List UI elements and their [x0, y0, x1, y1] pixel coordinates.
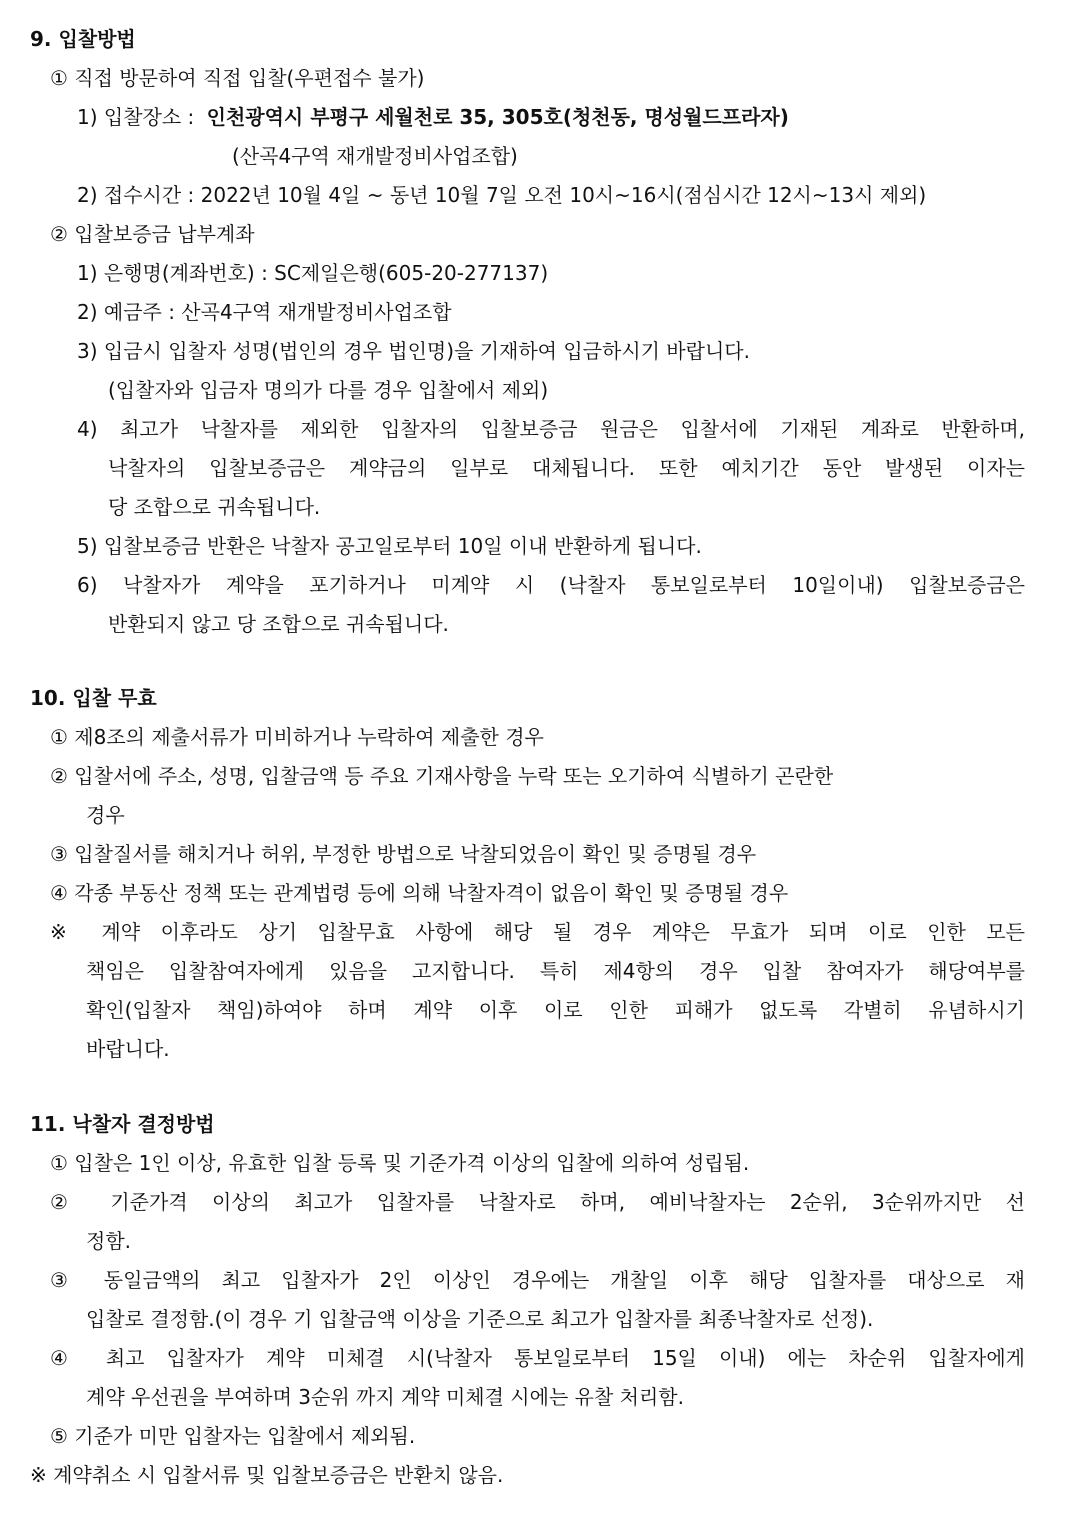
s11-item-2-line-2: 정함. — [86, 1229, 131, 1253]
section-10-heading: 10. 입찰 무효 — [30, 686, 157, 710]
s9-item-1: ① 직접 방문하여 직접 입찰(우편접수 불가) — [50, 66, 425, 90]
s9-reception-time: 2) 접수시간 : 2022년 10월 4일 ~ 동년 10월 7일 오전 10시~16시(점심시간 12시~13시 제외) — [77, 183, 927, 207]
s11-item-3-line-2: 입찰로 결정함.(이 경우 기 입찰금액 이상을 기준으로 최고가 입찰자를 최종낙찰자로 선정). — [86, 1307, 874, 1331]
s9-bid-place — [77, 98, 789, 136]
section-9-heading: 9. 입찰방법 — [30, 27, 136, 51]
s11-item-4-line-1: ④ 최고 입찰자가 계약 미체결 시(낙찰자 통보일로부터 15일 이내) 에는 차순위 입찰자에게 — [50, 1346, 1025, 1370]
s9-refund-line-1: 4) 최고가 낙찰자를 제외한 입찰자의 입찰보증금 원금은 입찰서에 기재된 계좌로 반환하며, — [77, 417, 1025, 441]
s9-deposit-name-note: (입찰자와 입금자 명의가 다를 경우 입찰에서 제외) — [108, 378, 549, 402]
s9-forfeit-line-2: 반환되지 않고 당 조합으로 귀속됩니다. — [108, 612, 449, 636]
s11-item-4-line-2: 계약 우선권을 부여하며 3순위 까지 계약 미체결 시에는 유찰 처리함. — [86, 1385, 684, 1409]
s9-bid-place-label: 1) 입찰장소 : — [77, 105, 195, 129]
s10-note-line-3: 확인(입찰자 책임)하여야 하며 계약 이후 이로 인한 피해가 없도록 각별히 유념하시기 — [86, 998, 1025, 1022]
s10-item-2-line-2: 경우 — [86, 803, 125, 827]
s9-deposit-name: 3) 입금시 입찰자 성명(법인의 경우 법인명)을 기재하여 입금하시기 바랍니다. — [77, 339, 750, 363]
s10-item-4: ④ 각종 부동산 정책 또는 관계법령 등에 의해 낙찰자격이 없음이 확인 및 증명될 경우 — [50, 881, 789, 905]
s11-cancellation-note: ※ 계약취소 시 입찰서류 및 입찰보증금은 반환치 않음. — [30, 1463, 504, 1487]
s9-bank: 1) 은행명(계좌번호) : SC제일은행(605-20-277137) — [77, 261, 549, 285]
s9-bid-place-org: (산곡4구역 재개발정비사업조합) — [232, 144, 518, 168]
s9-refund-line-2: 낙찰자의 입찰보증금은 계약금의 일부로 대체됩니다. 또한 예치기간 동안 발생된 이자는 — [108, 456, 1025, 480]
s11-item-3-line-1: ③ 동일금액의 최고 입찰자가 2인 이상인 경우에는 개찰일 이후 해당 입찰자를 대상으로 재 — [50, 1268, 1025, 1292]
s9-refund-timing: 5) 입찰보증금 반환은 낙찰자 공고일로부터 10일 이내 반환하게 됩니다. — [77, 534, 702, 558]
s10-note-line-1: ※ 계약 이후라도 상기 입찰무효 사항에 해당 될 경우 계약은 무효가 되며 이로 인한 모든 — [50, 920, 1025, 944]
s9-account-holder: 2) 예금주 : 산곡4구역 재개발정비사업조합 — [77, 300, 452, 324]
s11-item-1: ① 입찰은 1인 이상, 유효한 입찰 등록 및 기준가격 이상의 입찰에 의하여 성립됨. — [50, 1151, 750, 1175]
s11-item-2-line-1: ② 기준가격 이상의 최고가 입찰자를 낙찰자로 하며, 예비낙찰자는 2순위, 3순위까지만 선 — [50, 1190, 1025, 1214]
s9-forfeit-line-1: 6) 낙찰자가 계약을 포기하거나 미계약 시 (낙찰자 통보일로부터 10일이내) 입찰보증금은 — [77, 573, 1025, 597]
s10-note-line-4: 바랍니다. — [86, 1037, 170, 1061]
s11-item-5: ⑤ 기준가 미만 입찰자는 입찰에서 제외됨. — [50, 1424, 416, 1448]
s10-note-line-2: 책임은 입찰참여자에게 있음을 고지합니다. 특히 제4항의 경우 입찰 참여자가 해당여부를 — [86, 959, 1025, 983]
s10-item-3: ③ 입찰질서를 해치거나 허위, 부정한 방법으로 낙찰되었음이 확인 및 증명될 경우 — [50, 842, 757, 866]
s10-item-2-line-1: ② 입찰서에 주소, 성명, 입찰금액 등 주요 기재사항을 누락 또는 오기하여 식별하기 곤란한 — [50, 764, 834, 788]
s9-item-2: ② 입찰보증금 납부계좌 — [50, 222, 255, 246]
s10-item-1: ① 제8조의 제출서류가 미비하거나 누락하여 제출한 경우 — [50, 725, 544, 749]
s9-refund-line-3: 당 조합으로 귀속됩니다. — [108, 495, 321, 519]
section-11-heading: 11. 낙찰자 결정방법 — [30, 1112, 215, 1136]
s9-bid-place-address: 인천광역시 부평구 세월천로 35, 305호(청천동, 명성월드프라자) — [206, 105, 789, 129]
